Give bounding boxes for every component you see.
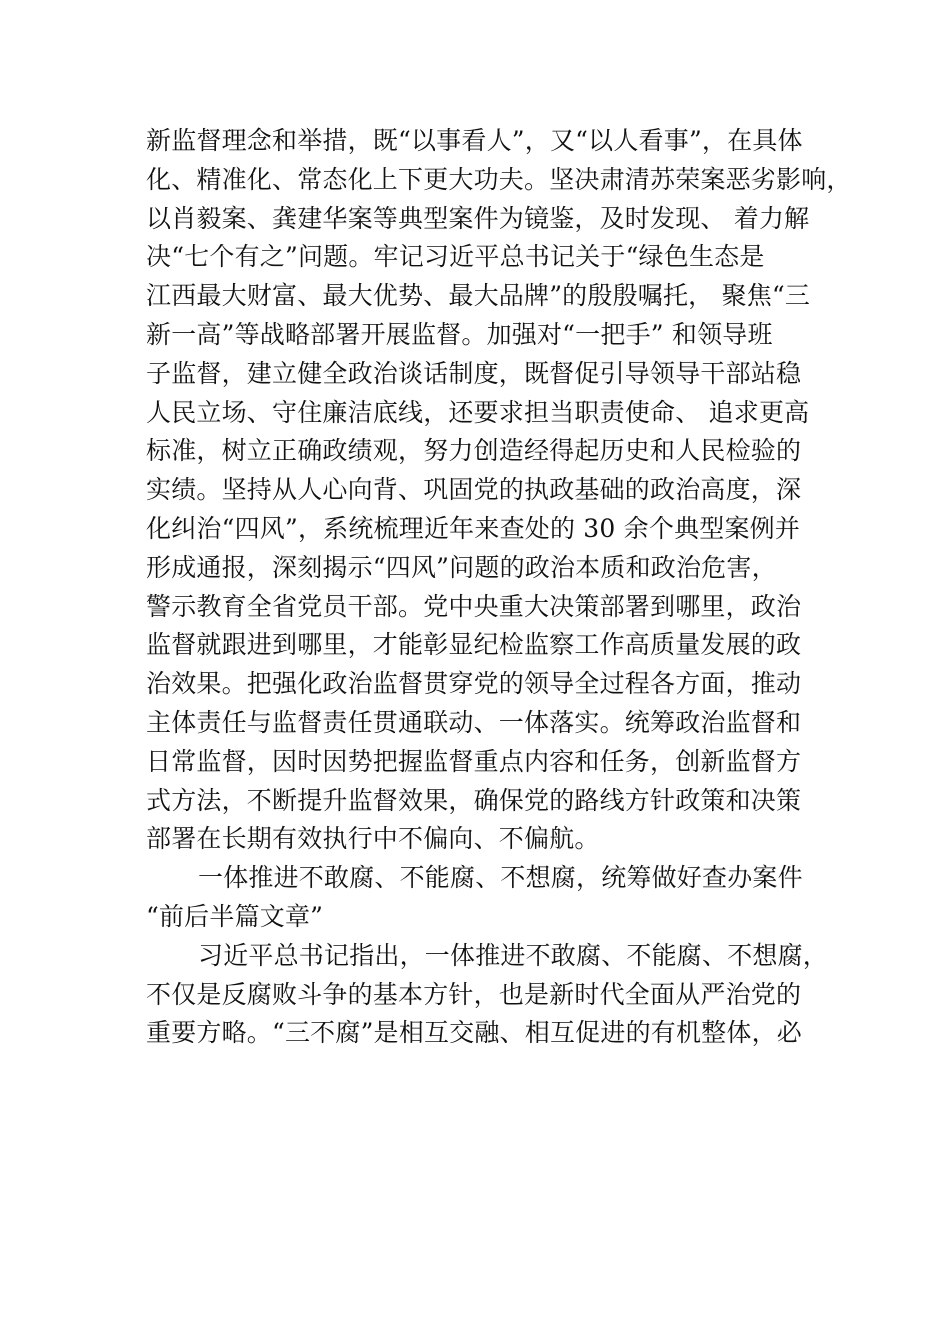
text-line: 新一高”等战略部署开展监督。加强对“一把手” 和领导班 [146, 319, 773, 349]
text-line: 人民立场、守住廉洁底线，还要求担当职责使命、 追求更高 [146, 397, 810, 427]
body-text [146, 122, 852, 1053]
text-line: 不仅是反腐败斗争的基本方针，也是新时代全面从严治党的 [146, 979, 802, 1009]
text-line: 警示教育全省党员干部。党中央重大决策部署到哪里，政治 [146, 591, 802, 621]
text-line: 日常监督，因时因势把握监督重点内容和任务，创新监督方 [146, 746, 802, 776]
text-line: 监督就跟进到哪里，才能彰显纪检监察工作高质量发展的政 [146, 630, 802, 660]
section-heading-continuation: “前后半篇文章” [146, 901, 324, 931]
text-line: 主体责任与监督责任贯通联动、一体落实。统筹政治监督和 [146, 707, 802, 737]
section-heading: 一体推进不敢腐、不能腐、不想腐，统筹做好查办案件 [198, 863, 803, 893]
text-line: 化纠治“四风”，系统梳理近年来查处的 30 余个典型案例并 [146, 513, 801, 543]
text-line: 实绩。坚持从人心向背、巩固党的执政基础的政治高度，深 [146, 475, 802, 505]
text-line: 部署在长期有效执行中不偏向、不偏航。 [146, 824, 600, 854]
text-line: 治效果。把强化政治监督贯穿党的领导全过程各方面，推动 [146, 669, 802, 699]
text-line: 江西最大财富、最大优势、最大品牌”的殷殷嘱托， 聚焦“三 [146, 281, 811, 311]
text-line: 以肖毅案、龚建华案等典型案件为镜鉴，及时发现、 着力解 [146, 203, 810, 233]
text-line: 重要方略。“三不腐”是相互交融、相互促进的有机整体，必 [146, 1018, 802, 1048]
paragraph-start: 习近平总书记指出，一体推进不敢腐、不能腐、不想腐， [198, 940, 829, 970]
text-line: 标准，树立正确政绩观，努力创造经得起历史和人民检验的 [146, 436, 802, 466]
text-line: 子监督，建立健全政治谈话制度，既督促引导领导干部站稳 [146, 358, 802, 388]
text-line: 式方法，不断提升监督效果，确保党的路线方针政策和决策 [146, 785, 802, 815]
text-line: 形成通报，深刻揭示“四风”问题的政治本质和政治危害， [146, 552, 777, 582]
text-line: 新监督理念和举措，既“以事看人”，又“以人看事”，在具体 [146, 126, 803, 155]
text-line: 决“七个有之”问题。牢记习近平总书记关于“绿色生态是 [146, 242, 765, 272]
text-line: 化、精准化、常态化上下更大功夫。坚决肃清苏荣案恶劣影响， [146, 164, 852, 194]
